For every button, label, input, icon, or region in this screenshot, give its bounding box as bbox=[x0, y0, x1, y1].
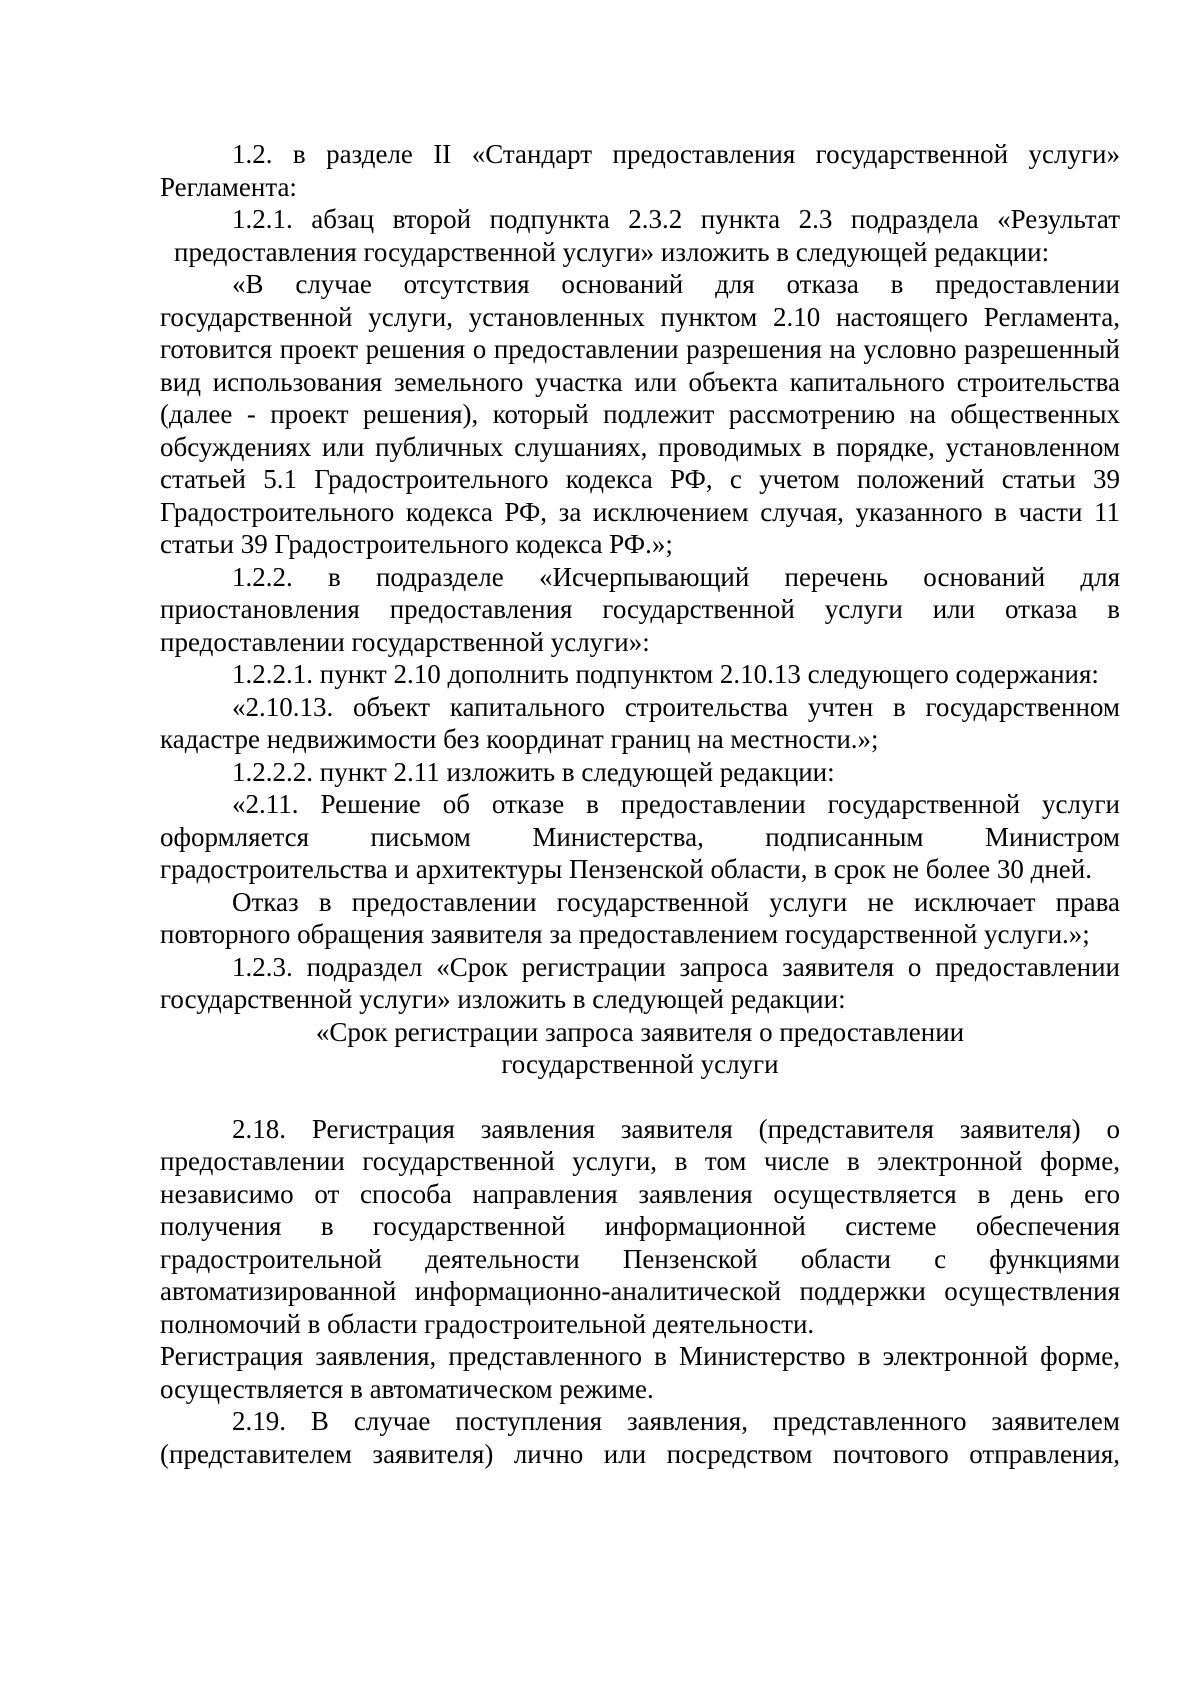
paragraph-quote-result: «В случае отсутствия оснований для отказа в предоставлении государственной услуги, установленных пунктом 2.10 настоящего Регламента, готовится проект решения о предоставлении разрешения на условно разрешенный вид использования земельного участка или объекта капитального строительства (далее - проект решения), который подлежит рассмотрению на общественных обсуждениях или публичных слушаниях, проводимых в порядке, установленном статьей 5.1 Градостроительного кодекса РФ, с учетом положений статьи 39 Градостроительного кодекса РФ, за исключением случая, указанного в части 11 статьи 39 Градостроительного кодекса РФ.»; bbox=[160, 269, 1120, 559]
section-heading-line-2: государственной услуги bbox=[501, 1049, 779, 1079]
paragraph-quote-2-11: «2.11. Решение об отказе в предоставлении государственной услуги оформляется письмом Министерства, подписанным Министром градостроительства и архитектуры Пензенской области, в срок не более 30 дней. bbox=[160, 789, 1120, 884]
paragraph-1-2-2-2: 1.2.2.2. пункт 2.11 изложить в следующей редакции: bbox=[232, 756, 835, 787]
paragraph-1-2: 1.2. в разделе II «Стандарт предоставления государственной услуги» Регламента: bbox=[160, 139, 1120, 202]
paragraph-refusal: Отказ в предоставлении государственной услуги не исключает права повторного обращения заявителя за предоставлением государственной услуги.»; bbox=[160, 886, 1120, 949]
blank-line bbox=[160, 1081, 1120, 1113]
document-page bbox=[160, 138, 1120, 1470]
paragraph-2-18-continued: Регистрация заявления, представленного в Министерство в электронной форме, осуществляется в автоматическом режиме. bbox=[160, 1341, 1120, 1404]
paragraph-1-2-1: 1.2.1. абзац второй подпункта 2.3.2 пункта 2.3 подраздела «Результат предоставления государственной услуги» изложить в следующей редакции: bbox=[174, 204, 1120, 267]
paragraph-2-18: 2.18. Регистрация заявления заявителя (представителя заявителя) о предоставлении государственной услуги, в том числе в электронной форме, независимо от способа направления заявления осуществляется в день его получения в государственной информационной системе обеспечения градостроительной деятельности Пензенской области с функциями автоматизированной информационно-аналитической поддержки осуществления полномочий в области градостроительной деятельности. bbox=[160, 1113, 1120, 1339]
paragraph-1-2-2-1: 1.2.2.1. пункт 2.10 дополнить подпунктом 2.10.13 следующего содержания: bbox=[232, 659, 1099, 689]
paragraph-quote-2-10-13: «2.10.13. объект капитального строительства учтен в государственном кадастре недвижимости без координат границ на местности.»; bbox=[160, 691, 1120, 754]
paragraph-2-19: 2.19. В случае поступления заявления, представленного заявителем (представителем заявителя) лично или посредством почтового отправления, bbox=[160, 1406, 1120, 1469]
paragraph-1-2-3: 1.2.3. подраздел «Срок регистрации запроса заявителя о предоставлении государственной услуги» изложить в следующей редакции: bbox=[160, 951, 1120, 1014]
section-heading-line-1: «Срок регистрации запроса заявителя о предоставлении bbox=[315, 1016, 965, 1047]
paragraph-1-2-2: 1.2.2. в подразделе «Исчерпывающий перечень оснований для приостановления предоставления государственной услуги или отказа в предоставлении государственной услуги»: bbox=[160, 561, 1120, 657]
